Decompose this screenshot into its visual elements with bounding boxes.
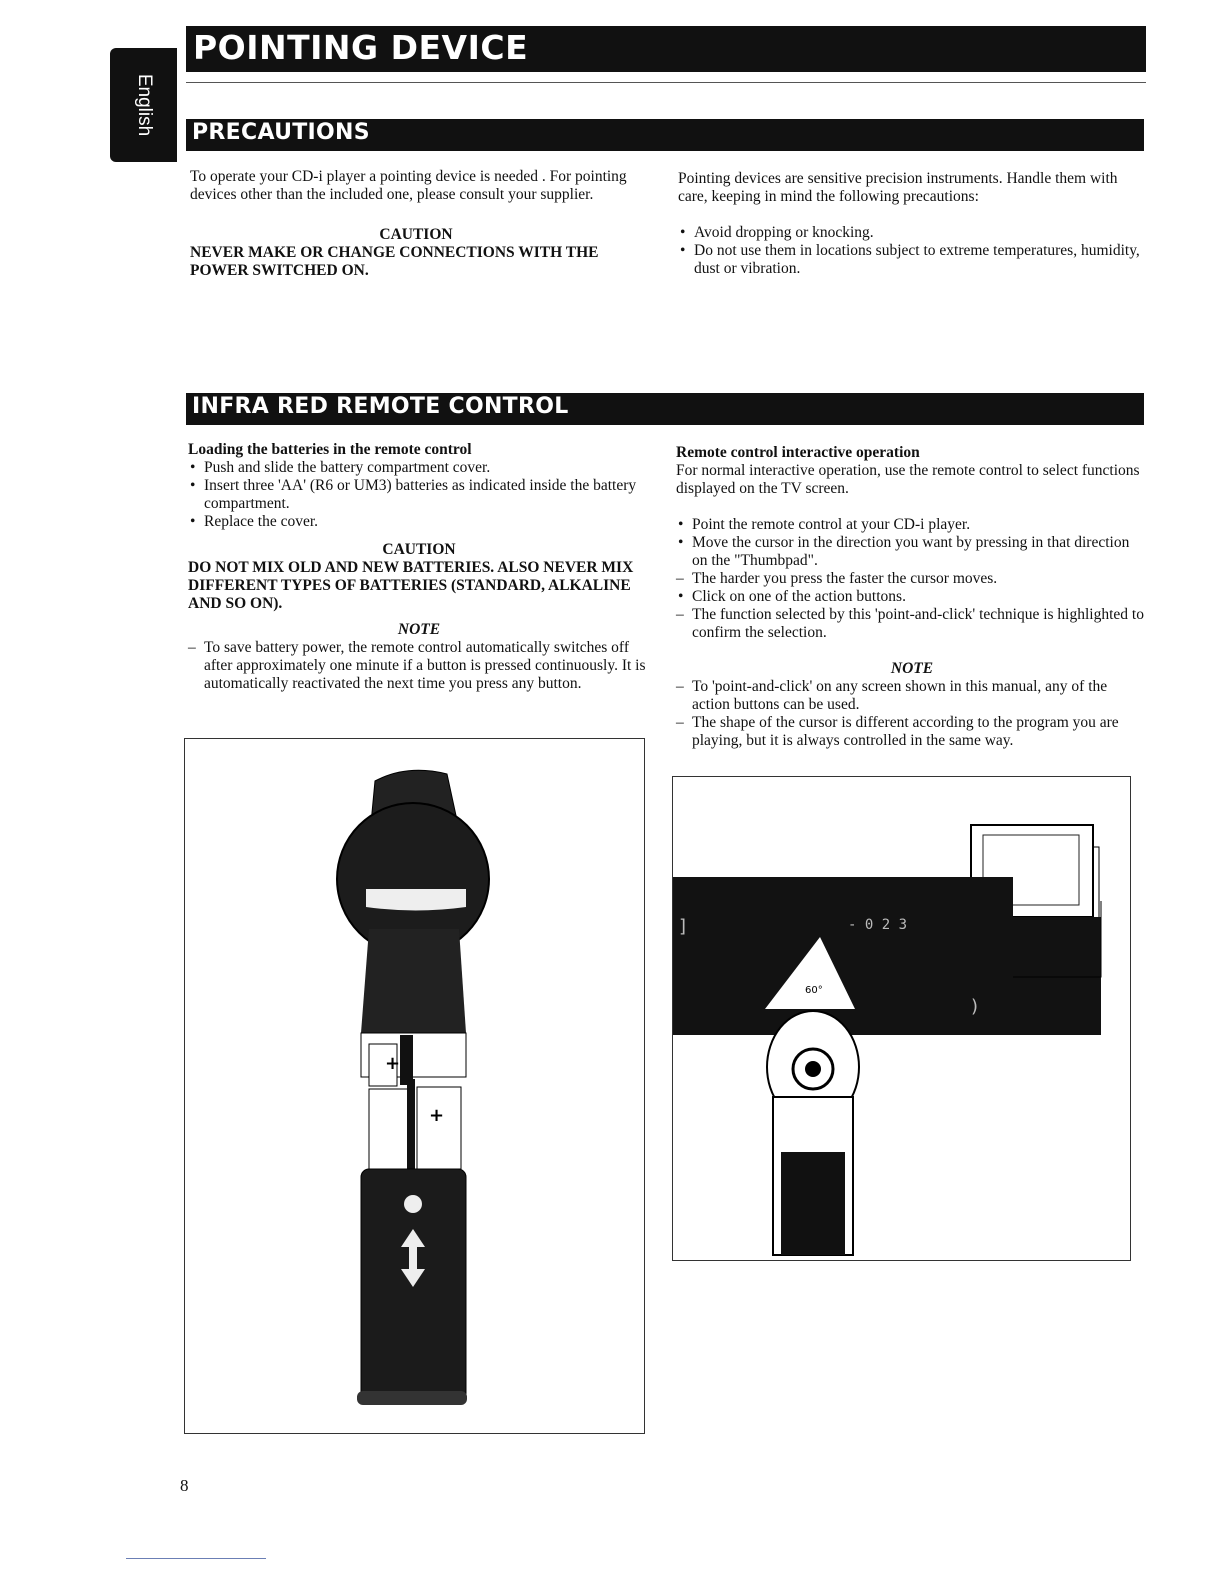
- remote-right-column: [676, 444, 1148, 750]
- list-item: • Move the cursor in the direction you want by pressing in that direction on the "Thumbpad".: [676, 534, 1148, 570]
- precautions-caution-text: NEVER MAKE OR CHANGE CONNECTIONS WITH THE POWER SWITCHED ON.: [190, 244, 599, 279]
- list-item: – To 'point-and-click' on any screen shown in this manual, any of the action buttons can be used.: [676, 678, 1148, 714]
- note-right-list: [676, 678, 1148, 750]
- remote-caution-label: CAUTION: [382, 541, 456, 558]
- interactive-title: Remote control interactive operation: [676, 444, 920, 461]
- precautions-heading-bar: [186, 119, 1144, 151]
- pointing-figure: [672, 776, 1131, 1261]
- list-item: • Do not use them in locations subject to extreme temperatures, humidity, dust or vibration.: [678, 242, 1146, 278]
- note-left-list: [188, 639, 650, 693]
- remote-left-column: [188, 441, 650, 693]
- language-tab-label: English: [133, 73, 155, 137]
- precautions-intro: To operate your CD-i player a pointing device is needed . For pointing devices other than the included one, please consult your supplier.: [190, 168, 627, 203]
- list-item: • Avoid dropping or knocking.: [678, 224, 1146, 242]
- list-item: – The function selected by this 'point-and-click' technique is highlighted to confirm the selection.: [676, 606, 1148, 642]
- list-item: • Replace the cover.: [188, 513, 650, 531]
- svg-text:): ): [971, 996, 979, 1017]
- loading-steps: [188, 459, 650, 531]
- precautions-right-column: [678, 170, 1146, 278]
- list-item: – The shape of the cursor is different according to the program you are playing, but it is always controlled in the same way.: [676, 714, 1148, 750]
- precautions-left-column: [190, 168, 642, 280]
- list-item: • Push and slide the battery compartment cover.: [188, 459, 650, 477]
- page-title: POINTING DEVICE: [193, 28, 529, 67]
- language-tab: [110, 48, 177, 162]
- player-and-tv-illustration: [673, 777, 1130, 1260]
- battery-figure: [184, 738, 645, 1434]
- remote-control-illustration: [185, 739, 644, 1433]
- page-title-bar: [186, 26, 1146, 72]
- remote-heading: INFRA RED REMOTE CONTROL: [192, 394, 569, 419]
- list-item: • Click on one of the action buttons.: [676, 588, 1148, 606]
- list-item: • Insert three 'AA' (R6 or UM3) batteries as indicated inside the battery compartment.: [188, 477, 650, 513]
- angle-label: 60°: [805, 985, 823, 996]
- precautions-list: [678, 224, 1146, 278]
- loading-title: Loading the batteries in the remote control: [188, 441, 472, 458]
- remote-caution-text: DO NOT MIX OLD AND NEW BATTERIES. ALSO NEVER MIX DIFFERENT TYPES OF BATTERIES (STANDARD, ALKALINE AND SO ON).: [188, 559, 634, 612]
- display-readout: - 0 2 3: [848, 917, 908, 933]
- interactive-steps: [676, 516, 1148, 642]
- footer-rule: [126, 1558, 266, 1559]
- precautions-heading: PRECAUTIONS: [192, 120, 370, 145]
- list-item: • Point the remote control at your CD-i player.: [676, 516, 1148, 534]
- cd-i-player-icon: [673, 877, 1013, 1035]
- button-icon: [404, 1195, 422, 1213]
- interactive-intro: For normal interactive operation, use the remote control to select functions displayed on the TV screen.: [676, 462, 1140, 497]
- remote-note-label-left: NOTE: [397, 621, 441, 638]
- list-item: – To save battery power, the remote control automatically switches off after approximately one minute if a button is pressed continuously. It is automatically reactivated the next time you press any button.: [188, 639, 650, 693]
- battery-plus-mark: +: [429, 1105, 445, 1126]
- page-number: 8: [180, 1476, 189, 1495]
- remote-heading-bar: [186, 393, 1144, 425]
- remote-note-label-right: NOTE: [890, 660, 934, 677]
- list-item: – The harder you press the faster the cursor moves.: [676, 570, 1148, 588]
- title-rule: [186, 82, 1146, 83]
- precautions-right-intro: Pointing devices are sensitive precision instruments. Handle them with care, keeping in mind the following precautions:: [678, 170, 1118, 205]
- battery-plus-mark: +: [385, 1053, 401, 1074]
- svg-text:]: ]: [679, 916, 687, 937]
- precautions-caution-label: CAUTION: [379, 226, 453, 243]
